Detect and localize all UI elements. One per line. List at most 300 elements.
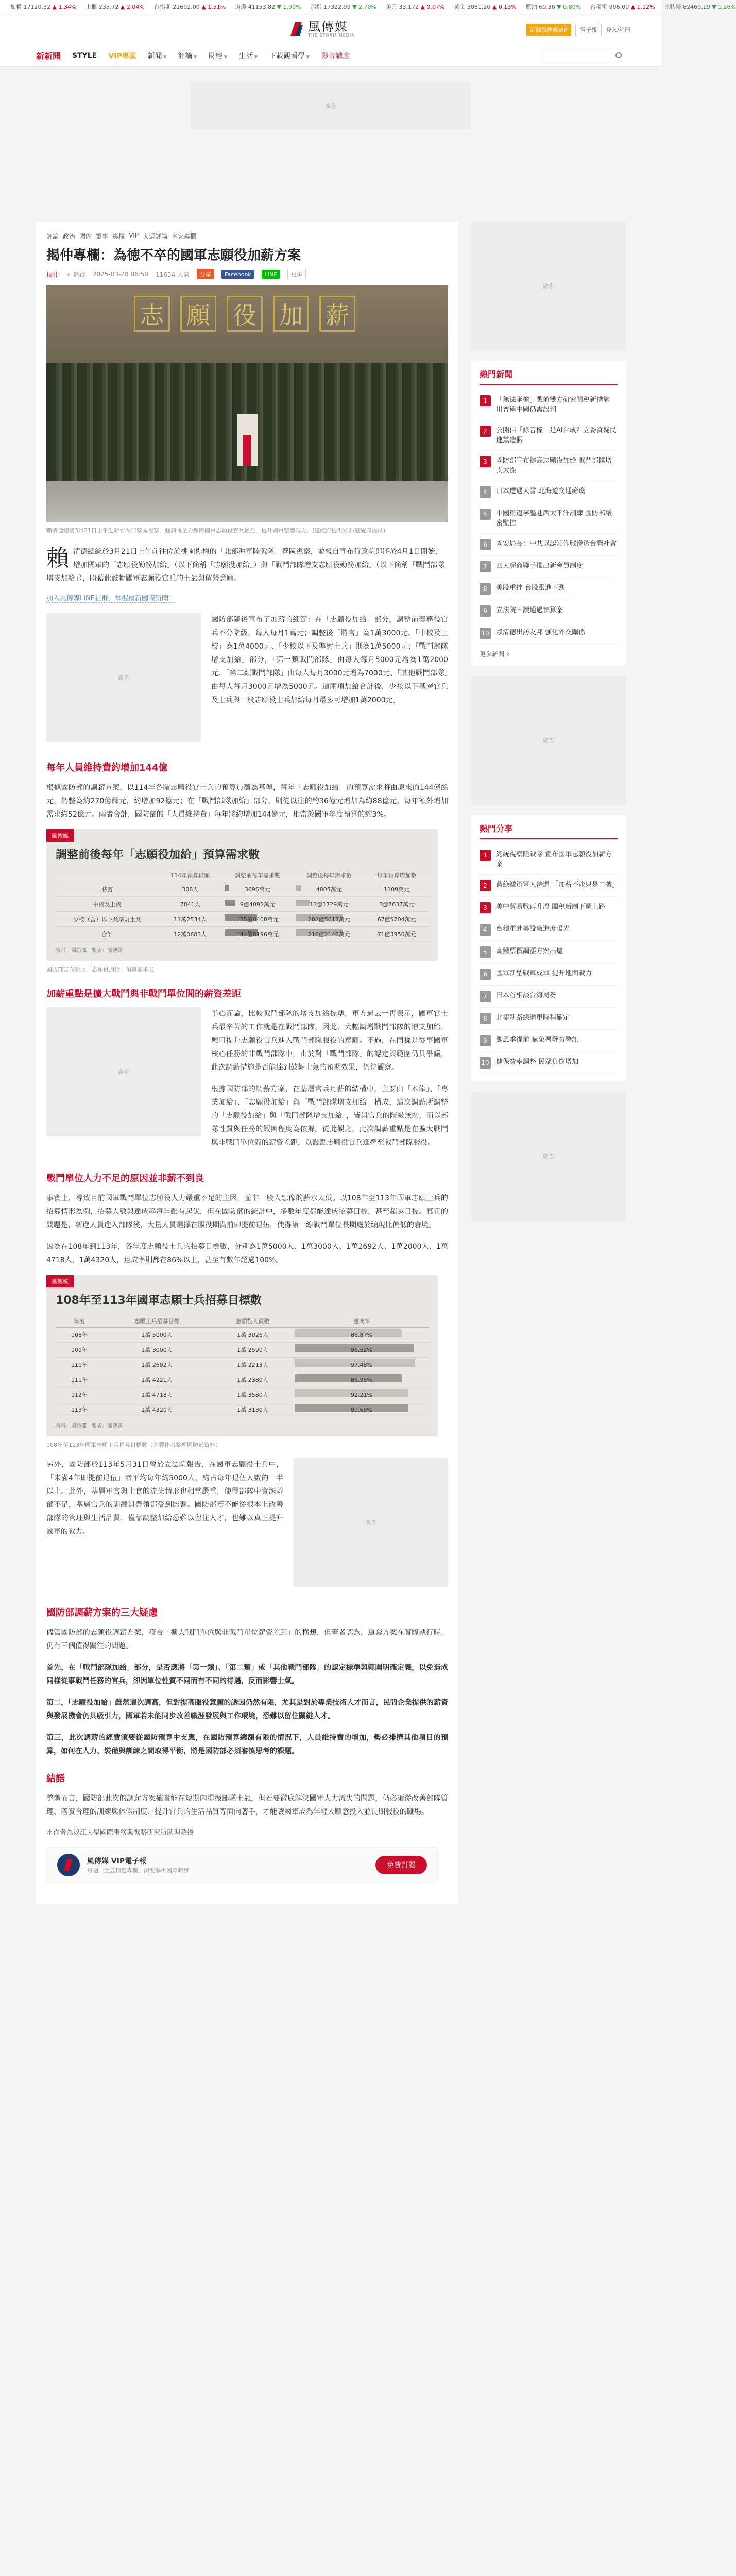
table-cell: 109年: [56, 1343, 103, 1358]
paragraph: 事實上，導致目前國軍戰鬥單位志願役人力嚴重不足的主因，並非一般人想像的薪水太低。以108年至113年國軍志願士兵的招募情形為例，招募人數與達成率每年雖有起伏，但在國防部的統計中，多數年度都能達成招募目標，甚至超越目標。真正的問題是，新進人員進入部隊後，大量人員選擇在服役期滿前即提前退伍，使得第一線戰鬥單位長期處於編現比偏低的窘境。: [46, 1194, 448, 1229]
table-header: 114年預算員額: [159, 869, 221, 882]
ticker-value: 3081.20: [467, 3, 492, 10]
table-cell: 1萬 4320人: [103, 1402, 211, 1417]
table-cell-value: 144億8196萬元: [236, 931, 279, 938]
paragraph: 半心而論，比較戰鬥部隊的增支加給標準，軍方過去一再表示，國軍官士兵最辛苦的工作就是在戰鬥部隊，因此，大幅調增戰鬥部隊的增支加給，應可提升志願役官兵進入戰鬥部隊服役的意願。不過，在同樣是從事國軍核心任務的非戰鬥部隊中，由於對「戰鬥部隊」的認定與範圍仍具爭議，此次調薪措施是否能達到鼓舞士氣的預期效果，仍待觀察。: [211, 1010, 448, 1072]
inline-ad-2[interactable]: [46, 1007, 201, 1136]
table-cell: 67億5204萬元: [365, 912, 429, 927]
table-bar-cell: [295, 1358, 429, 1372]
sidebar-ad-1[interactable]: [471, 222, 626, 350]
value-bar: [225, 900, 235, 906]
rank-badge: 4: [480, 486, 491, 498]
ticker-change: ▲ 0.13%: [492, 3, 517, 10]
hot-news-text: 中國稱遼寧艦赴西太平洋訓練 國防部嚴密監控: [496, 510, 612, 527]
hot-news-item[interactable]: [480, 451, 618, 481]
ticker-value: 906.00: [609, 3, 631, 10]
table-row: [56, 1358, 429, 1372]
search-icon[interactable]: [615, 52, 622, 58]
vip-logo-icon: [57, 1854, 80, 1876]
breadcrumb-item[interactable]: 國內: [79, 233, 92, 240]
nav-item-1[interactable]: [72, 52, 97, 60]
recruit-table-card: [46, 1275, 438, 1436]
ticker-item[interactable]: [235, 3, 301, 11]
hot-share-text: 藍綠激辯軍人待遇 「加薪不能只是口號」: [496, 881, 619, 889]
breadcrumb-item[interactable]: VIP: [129, 232, 139, 239]
rank-badge: 2: [480, 426, 491, 437]
ticker-change: ▼ 1.90%: [277, 3, 301, 10]
hot-news-text: 日本遭遇大雪 北海道交通癱瘓: [496, 487, 586, 495]
hot-share-text: 健保費率調整 民眾負擔增加: [496, 1058, 579, 1066]
logo-text: 風傳媒: [308, 19, 348, 34]
nav-label: 影音講座: [321, 52, 350, 60]
ticker-item[interactable]: [85, 3, 144, 11]
hot-share-text: 日本首相談台海局勢: [496, 992, 557, 999]
hot-news-text: 賴清德出訪友邦 強化外交關係: [496, 629, 586, 636]
hot-news-item[interactable]: [480, 622, 618, 645]
rank-badge: 10: [480, 1057, 491, 1069]
inline-ad-1[interactable]: [46, 613, 201, 742]
ticker-value: 235.72: [98, 3, 121, 10]
table-cell: 中校及上校: [56, 897, 159, 912]
table-cell: 1萬 3026人: [211, 1328, 295, 1343]
table-cell-value: 13億1729萬元: [310, 901, 349, 908]
budget-table-card: [46, 829, 438, 961]
rank-badge: 8: [480, 1013, 491, 1024]
table-header: 調整前每年需求數: [221, 869, 293, 882]
table-cell: 1萬 2380人: [211, 1372, 295, 1387]
table-cell: 12萬0683人: [159, 927, 221, 942]
ticker-name: 上櫃: [85, 3, 99, 10]
ticker-name: 台積電: [590, 3, 609, 10]
ad-label: 廣告: [543, 737, 554, 744]
line-share-button[interactable]: LINE: [262, 270, 281, 279]
ticker-change: ▲ 1.12%: [630, 3, 655, 10]
nav-item-5[interactable]: [208, 50, 227, 61]
hot-news-text: 四大超商聯手推出新會員制度: [496, 562, 584, 570]
hot-news-item[interactable]: [480, 503, 618, 534]
table-cell: 1萬 3130人: [211, 1402, 295, 1417]
hot-share-item[interactable]: [480, 986, 618, 1008]
table-cell: 111年: [56, 1372, 103, 1387]
rank-badge: 3: [480, 456, 491, 467]
section-heading: 加薪重點是擴大戰鬥與非戰鬥單位間的薪資差距: [46, 989, 241, 999]
table-header: 志願役人員數: [211, 1315, 295, 1328]
hot-share-item[interactable]: [480, 897, 618, 919]
main-nav: [0, 44, 661, 67]
ticker-change: ▲ 2.04%: [120, 3, 145, 10]
ticker-item[interactable]: [154, 3, 226, 11]
ticker-name: 道瓊: [235, 3, 248, 10]
site-logo[interactable]: [288, 16, 376, 41]
rank-badge: 9: [480, 605, 491, 617]
table-cell: 1萬 4221人: [103, 1372, 211, 1387]
vip-newsletter-box: [46, 1847, 438, 1883]
card-title: 108年至113年國軍志願士兵招募目標數: [56, 1294, 262, 1307]
hot-news-item[interactable]: [480, 600, 618, 622]
chevron-down-icon: ▼: [306, 54, 310, 60]
table-cell: 少校（含）以下及準尉士兵: [56, 912, 159, 927]
table-cell: 1萬 2590人: [211, 1343, 295, 1358]
breadcrumb-item[interactable]: 名家專欄: [172, 233, 197, 240]
nav-item-7[interactable]: [269, 50, 310, 61]
table-row: [56, 1372, 429, 1387]
line-community-link[interactable]: 加入風傳媒LINE社群，掌握最新國際新聞！: [46, 592, 175, 603]
share-button[interactable]: 分享: [197, 269, 214, 279]
table-bar-cell: [293, 927, 365, 942]
nav-item-4[interactable]: [178, 50, 197, 61]
hot-news-text: 公開信「錄音檔」是AI合成？立委質疑民進黨造假: [496, 427, 617, 444]
paragraph: 儘管國防部的志願役調薪方案，符合「擴大戰鬥單位與非戰鬥單位薪資差距」的構想，但筆者認為，這套方案在實際執行時，仍有三個值得關注的問題。: [46, 1629, 448, 1650]
view-count: 11654 人氣: [156, 270, 190, 278]
table-header: 每年預算增加數: [365, 869, 429, 882]
table-bar-cell: [221, 912, 293, 927]
ticker-name: 加權: [10, 3, 24, 10]
hot-news-item[interactable]: [480, 578, 618, 600]
rank-badge: 2: [480, 880, 491, 891]
sidebar-ad-2[interactable]: [471, 676, 626, 805]
ticker-value: 69.36: [539, 3, 557, 10]
paragraph: 根據國防部的調薪方案，在基層官兵月薪的結構中，主要由「本俸」、「專業加給」、「志願役加給」與「戰鬥部隊增支加給」構成，這次調薪所調整的「志願役加給」與「戰鬥部隊增支加給」，皆與官兵的階級無關，而以部隊性質與任務的艱困程度為依據。從此觀之，此次調薪重點是在擴大戰鬥與非戰鬥單位間的薪資差距，以鼓勵志願役官兵選擇至戰鬥部隊服役。: [211, 1085, 448, 1147]
table-cell: 108年: [56, 1328, 103, 1343]
hot-share-item[interactable]: [480, 963, 618, 986]
table-bar-cell: [293, 912, 365, 927]
hot-news-text: 「無法承擔」戰前雙方研究關稅新措施 川普稱中國仍需談判: [496, 396, 610, 414]
table-bar-cell: [221, 927, 293, 942]
hot-news-text: 立法院三讀通過預算案: [496, 606, 563, 614]
nav-item-3[interactable]: [148, 50, 167, 61]
ticker-change: ▼ 1.26%: [712, 3, 736, 10]
hot-share-item[interactable]: [480, 941, 618, 963]
hot-share-item[interactable]: [480, 1052, 618, 1074]
ticker-item[interactable]: [590, 3, 655, 11]
table-cell: 1萬 4718人: [103, 1387, 211, 1402]
hot-news-text: 國防部宣布提高志願役加給 戰鬥部隊增支大漲: [496, 457, 612, 474]
table-header: [56, 869, 159, 882]
rank-badge: 7: [480, 561, 491, 572]
section-heading: 結語: [46, 1773, 65, 1784]
sidebar-ad-3[interactable]: [471, 1092, 626, 1221]
ticker-item[interactable]: [526, 3, 581, 11]
ticker-item[interactable]: [454, 3, 516, 11]
table-cell-value: 9億4092萬元: [239, 901, 275, 908]
article-meta: [46, 269, 448, 279]
card-title: 調整前後每年「志願役加給」預算需求數: [56, 849, 260, 861]
table-row: [56, 927, 429, 942]
card-source: 108年至113年國軍志願士兵招募目標數（本製作者整理國防部資料）: [46, 1442, 221, 1448]
card-note: 資料：國防部 製表：風傳媒: [56, 948, 123, 954]
rank-badge: 6: [480, 969, 491, 980]
paragraph: 整體而言，國防部此次的調薪方案確實能在短期內提振部隊士氣，但若要徹底解決國軍人力流失的問題，仍必須從改善部隊管理、落實合理的訓練與休假制度、提升官兵的生活品質等面向著手，才能讓國軍成為年輕人願意投入並長期服役的職場。: [46, 1794, 448, 1816]
hot-news-item[interactable]: [480, 390, 618, 420]
hot-news-text: 美股重挫 台股跟進下跌: [496, 584, 566, 592]
nav-label: 財經: [208, 52, 223, 60]
ad-label: 廣告: [365, 1519, 376, 1526]
rank-badge: 1: [480, 395, 491, 406]
ticker-name: 黃金: [454, 3, 467, 10]
nav-label: 生活: [238, 52, 253, 60]
table-cell: 112年: [56, 1387, 103, 1402]
rate-bar: [295, 1329, 402, 1337]
paragraph: 根據國防部的調薪方案，以114年各階志願役官士兵的預算員額為基準，每年「志願役加給」的預算需求將由原來的144億餘元，調整為約270億餘元，約增加92億元；在「戰鬥部隊加給」部分，則從以往的約36億元增加為約88億元，每年額外增加需求約52億元。兩者合計，國防部的「人員維持費」每年將約增加144億元，相當於國軍年度預算的約3%。: [46, 784, 448, 819]
ad-label: 廣告: [543, 283, 554, 290]
hot-news-item[interactable]: [480, 556, 618, 578]
hot-news-item[interactable]: [480, 534, 618, 556]
hot-share-item[interactable]: [480, 844, 618, 875]
chevron-down-icon: ▼: [193, 54, 197, 60]
ticker-item[interactable]: [10, 3, 76, 11]
chevron-down-icon: ▼: [254, 54, 258, 60]
table-cell: 1萬 3580人: [211, 1387, 295, 1402]
ticker-value: 21602.00: [173, 3, 202, 10]
rate-bar: [295, 1374, 402, 1382]
table-bar-cell: [295, 1372, 429, 1387]
table-bar-cell: [295, 1343, 429, 1358]
newsletter-button[interactable]: 電子報: [575, 24, 602, 36]
vip-title: 風傳媒 VIP電子報: [87, 1857, 147, 1866]
hero-sign-char: 志: [134, 296, 170, 332]
hot-share-item[interactable]: [480, 1030, 618, 1052]
table-row: [56, 1387, 429, 1402]
table-cell: 71億3950萬元: [365, 927, 429, 942]
ticker-change: ▲ 1.34%: [52, 3, 77, 10]
table-row: [56, 897, 429, 912]
hero-sign-char: 薪: [319, 296, 355, 332]
table-header: 年度: [56, 1315, 103, 1328]
table-row: [56, 1328, 429, 1343]
nav-item-8[interactable]: [321, 50, 350, 61]
ticker-name: 美元: [385, 3, 399, 10]
card-tag: 風傳媒: [46, 829, 74, 842]
table-row: [56, 912, 429, 927]
table-cell: 1萬 3000人: [103, 1343, 211, 1358]
nav-item-0[interactable]: [36, 49, 61, 61]
article-title: 揭仲專欄：為徳不卒的國軍志願役加薪方案: [46, 248, 301, 263]
rank-badge: 5: [480, 509, 491, 520]
hero-sign-char: 役: [227, 296, 263, 332]
subscribe-vip-button[interactable]: 訂閱風傳媒VIP: [526, 24, 571, 36]
hot-news-text: 國安局長：中共以認知作戰滲透台灣社會: [496, 540, 617, 548]
hero-sign-char: 加: [273, 296, 309, 332]
table-cell: 1萬 2213人: [211, 1358, 295, 1372]
ticker-item[interactable]: [311, 3, 376, 11]
table-header: 志願士兵招募目標: [103, 1315, 211, 1328]
rank-badge: 4: [480, 924, 491, 936]
rank-badge: 6: [480, 539, 491, 550]
ticker-name: 比特幣: [664, 3, 683, 10]
ticker-value: 33.172: [399, 3, 421, 10]
breadcrumb-item[interactable]: 政治: [63, 233, 76, 240]
ad-label: 廣告: [543, 1153, 554, 1160]
ticker-value: 41153.82: [248, 3, 277, 10]
nav-label: 新聞: [147, 52, 162, 60]
table-cell: 11萬2534人: [159, 912, 221, 927]
hot-news-item[interactable]: [480, 420, 618, 451]
sidebar: [471, 222, 626, 1231]
follow-button[interactable]: + 追蹤: [66, 270, 85, 278]
hot-share-text: 高鐵票價調漲方案出爐: [496, 947, 563, 955]
more-share-button[interactable]: 更多: [287, 269, 306, 279]
budget-table: [56, 869, 429, 942]
paragraph: 首先，在「戰鬥部隊加給」部分，是否應將「第一類」、「第二類」或「其他戰鬥部隊」的認定標準與範圍明確定義，以免造成同樣從事戰鬥任務的官兵，卻因單位性質不同而有不同的待遇，反而影響士氣。: [46, 1664, 448, 1685]
publish-date: 2025-03-28 06:50: [92, 270, 149, 278]
table-cell-value: 91.69%: [351, 1406, 372, 1413]
hot-share-box: [471, 815, 626, 1081]
paragraph: 第三，此次調薪的經費須要從國防預算中支應，在國防預算總額有限的情況下，人員維持費的增加，勢必排擠其他項目的預算，如何在人力、裝備與訓練之間取得平衡，將是國防部必須審慎思考的課題。: [46, 1734, 448, 1755]
drop-cap: 賴: [46, 545, 69, 571]
table-row: [56, 1402, 429, 1417]
hot-share-text: 台積電赴美設廠進度曝光: [496, 925, 570, 933]
nav-item-6[interactable]: [238, 50, 258, 61]
chevron-down-icon: ▼: [224, 54, 228, 60]
nav-label: STYLE: [72, 51, 97, 60]
table-cell-value: 135億0408萬元: [236, 916, 279, 923]
table-bar-cell: [293, 882, 365, 897]
paragraph: 國防部隨後宣布了加薪的細節：在「志願役加給」部分，調整前義務役官兵不分階級，每人每月1萬元；調整後「將官」為1萬3000元、「中校及上校」為1萬4000元、「少校以下及準尉士兵」則為1萬5000元；「戰鬥部隊增支加給」部分，「第一類戰鬥部隊」由每人每月5000元增為1萬2000元、「第二類戰鬥部隊」由每人每月3000元增為7000元、「其他戰鬥部隊」由每人每月3000元增為5000元。這兩項加給合計後，少校以下基層官兵及士兵與一般志願役士兵加給每月最多可增加1萬2000元。: [211, 616, 448, 704]
table-bar-cell: [221, 882, 293, 897]
table-header: 調整後每年需求數: [293, 869, 365, 882]
hot-share-text: 總統視察陸戰隊 宣布國軍志願役加薪方案: [496, 851, 612, 868]
rank-badge: 7: [480, 991, 491, 1002]
hero-image: [46, 285, 448, 522]
hero-podium: [237, 414, 258, 466]
facebook-share-button[interactable]: Facebook: [221, 270, 254, 279]
table-cell: 1109萬元: [365, 882, 429, 897]
table-cell: 將官: [56, 882, 159, 897]
table-cell-value: 86.87%: [351, 1331, 372, 1338]
top-ad-banner[interactable]: [191, 82, 471, 129]
nav-label: 評論: [178, 52, 193, 60]
breadcrumb-item[interactable]: 評論: [46, 233, 59, 240]
hero-sign-char: 願: [180, 296, 216, 332]
table-bar-cell: [295, 1402, 429, 1417]
hot-share-text: 颱風季提前 氣象署發布警訊: [496, 1036, 579, 1044]
table-cell: 1萬 2692人: [103, 1358, 211, 1372]
nav-label: 新新聞: [36, 51, 61, 61]
table-cell: 308人: [159, 882, 221, 897]
nav-item-2[interactable]: [108, 50, 136, 61]
rank-badge: 3: [480, 902, 491, 913]
ticker-value: 82460.19: [683, 3, 712, 10]
lead-text: 清德總統於3月21日上午前往位於桃園楊梅的「北部海軍陸戰隊」營區視察，並親自宣布行政院即將於4月1日開始，增加國軍的「志願役勤務加給」（以下簡稱「志願役加給」）與「戰鬥部隊增支志願役勤務加給」（以下簡稱「戰鬥部隊增支加給」），盼藉此鼓舞國軍志願役官兵的士氣與留營意願。: [46, 548, 444, 583]
hot-news-box: [471, 361, 626, 666]
table-cell-value: 96.52%: [351, 1346, 372, 1353]
table-cell-value: 3696萬元: [244, 886, 270, 893]
hot-share-text: 國軍新型戰車成軍 提升地面戰力: [496, 970, 592, 977]
article-main: [36, 222, 458, 1904]
table-cell-value: 97.48%: [351, 1361, 372, 1368]
value-bar: [296, 885, 301, 891]
breadcrumb-item[interactable]: 專欄: [112, 233, 125, 240]
table-bar-cell: [295, 1328, 429, 1343]
ticker-name: 那指: [310, 3, 324, 10]
hot-share-item[interactable]: [480, 919, 618, 941]
vip-subtitle: 每週一至五精選專欄，深度解析國際時事: [87, 1867, 189, 1874]
hot-share-title: 熱門分享: [480, 822, 618, 839]
section-heading: 戰鬥單位人力不足的原因並非薪不到良: [46, 1173, 204, 1184]
nav-label: 下載觀看學: [269, 52, 305, 60]
ticker-name: 台指期: [153, 3, 173, 10]
table-cell-value: 202億5612萬元: [307, 916, 350, 923]
table-cell: 7841人: [159, 897, 221, 912]
logo-subtext: THE STORM MEDIA: [308, 32, 355, 38]
breadcrumb-item[interactable]: 軍事: [96, 233, 109, 240]
inline-ad-3[interactable]: [294, 1458, 448, 1587]
table-bar-cell: [221, 897, 293, 912]
ticker-change: ▲ 0.07%: [420, 3, 445, 10]
author-note: ＊作者為淡江大學國際事務與戰略研究所助理教授: [46, 1829, 194, 1837]
card-note: 資料：國防部 製表：風傳媒: [56, 1423, 123, 1429]
top-bar: [0, 13, 661, 44]
hot-share-text: 美中貿易戰再升溫 關稅新制下週上路: [496, 903, 606, 911]
hot-news-item[interactable]: [480, 481, 618, 503]
ad-label: 廣告: [118, 1069, 129, 1075]
table-cell: 1萬 5000人: [103, 1328, 211, 1343]
rank-badge: 10: [480, 628, 491, 639]
table-bar-cell: [293, 897, 365, 912]
market-ticker: [0, 0, 736, 13]
hot-share-item[interactable]: [480, 875, 618, 897]
table-cell-value: 4805萬元: [316, 886, 342, 893]
table-cell: 113年: [56, 1402, 103, 1417]
ticker-change: ▲ 1.51%: [201, 3, 226, 10]
rank-badge: 5: [480, 946, 491, 958]
ticker-item[interactable]: [664, 3, 736, 11]
hot-news-title: 熱門新聞: [480, 368, 618, 385]
logo-mark-icon: [288, 21, 304, 37]
value-bar: [225, 885, 228, 891]
ticker-name: 原油: [525, 3, 539, 10]
ad-label: 廣告: [118, 674, 129, 681]
more-news-link[interactable]: 更多新聞 »: [480, 651, 510, 658]
table-cell-value: 92.21%: [351, 1391, 372, 1398]
card-tag: 風傳媒: [46, 1275, 74, 1287]
hot-share-item[interactable]: [480, 1008, 618, 1030]
paragraph: 第二，「志願役加給」雖然這次調高，但對提高服役意願的誘因仍然有限，尤其是對於專業技術人才而言，民間企業提供的薪資與發展機會仍具吸引力，國軍若未能同步改善職涯發展與工作環境，恐難以留住關鍵人才。: [46, 1699, 448, 1720]
ticker-change: ▼ 0.80%: [557, 3, 581, 10]
value-bar: [296, 900, 310, 906]
login-link[interactable]: 登入/註冊: [606, 27, 630, 33]
ticker-value: 17322.99: [323, 3, 353, 10]
table-row: [56, 882, 429, 897]
hot-share-text: 北捷新路線通車時程確定: [496, 1014, 570, 1022]
recruit-table: [56, 1315, 429, 1417]
table-bar-cell: [295, 1387, 429, 1402]
search-input[interactable]: [543, 49, 625, 62]
breadcrumb-item[interactable]: 大選評論: [143, 233, 168, 240]
ticker-change: ▼ 2.70%: [352, 3, 376, 10]
author-link[interactable]: 揭仲: [46, 270, 59, 278]
ad-label: 廣告: [325, 103, 336, 109]
table-cell-value: 216億2146萬元: [307, 931, 350, 938]
rank-badge: 9: [480, 1035, 491, 1046]
rank-badge: 8: [480, 583, 491, 595]
section-heading: 每年人員維持費約增加144億: [46, 762, 168, 773]
nav-label: VIP專區: [108, 52, 136, 60]
paragraph: 另外，國防部於113年5月31日曾於立法院報告，在國軍志願役士兵中，「未滿4年即提前退伍」者平均每年約5000人，約占每年退伍人數的一半以上。此外，基層軍官與士官的流失情形也相當嚴重，使得部隊中資深幹部不足，基層官兵的訓練與帶領都受到影響。國防部若不能從根本上改善部隊的管理與生活品質，僅靠調整加給恐難以留住人才，也難以真正提升國軍的戰力。: [46, 1461, 283, 1536]
table-header: 達成率: [295, 1315, 429, 1328]
vip-subscribe-button[interactable]: 免費訂閱: [375, 1856, 427, 1874]
paragraph: 因為在108年到113年，各年度志願役士兵的招募目標數，分別為1萬5000人、1萬3000人、1萬2692人、1萬2000人、1萬4718人、1萬4320人，達成率則都在86%以上，甚至有數年超過100%。: [46, 1243, 448, 1264]
lead-paragraph: [46, 545, 448, 585]
breadcrumb: [46, 232, 448, 241]
ticker-item[interactable]: [386, 3, 444, 11]
ticker-value: 17120.32: [23, 3, 53, 10]
table-cell: 110年: [56, 1358, 103, 1372]
image-caption: 賴清德總統3月21日上午赴新竹湖口營區視察，強調將全力保障國軍志願役官兵權益，提升國軍整體戰力。(總統府提供)(圖/總統府提供): [46, 527, 385, 534]
table-cell: 合計: [56, 927, 159, 942]
table-cell: 3億7637萬元: [365, 897, 429, 912]
table-cell-value: 86.95%: [351, 1376, 372, 1383]
